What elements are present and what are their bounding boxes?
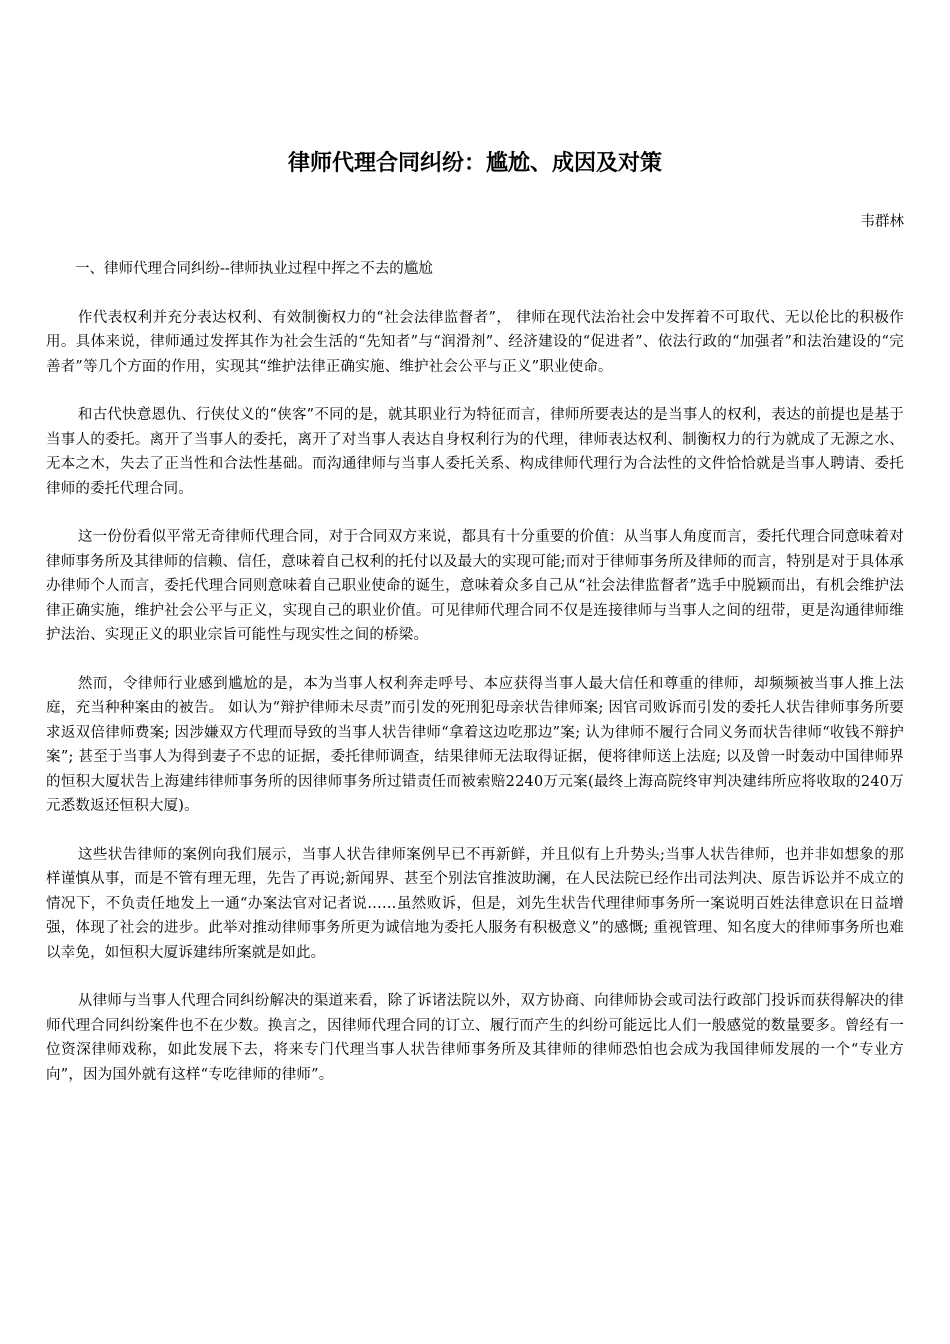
section-heading: 一、律师代理合同纠纷--律师执业过程中挥之不去的尴尬 bbox=[75, 261, 433, 277]
paragraph: 和古代快意恩仇、行侠仗义的“侠客”不同的是，就其职业行为特征而言，律师所要表达的是当事人的权利，表达的前提也是基于当事人的委托。离开了当事人的委托，离开了对当事人表达自身权利行为的代理，律师表达权利、制衡权力的行为就成了无源之水、无本之木，失去了正当性和合法性基础。而沟通律师与当事人委托关系、构成律师代理行为合法性的文件恰恰就是当事人聘请、委托律师的委托代理合同。 bbox=[46, 407, 904, 497]
paragraph: 然而，令律师行业感到尴尬的是，本为当事人权利奔走呼号、本应获得当事人最大信任和尊重的律师，却频频被当事人推上法庭，充当种种案由的被告。 如认为“辩护律师未尽责”而引发的死刑犯母亲状告律师案; 因官司败诉而引发的委托人状告律师事务所要求返双倍律师费案; 因涉嫌双方代理而导致的当事人状告律师“拿着这边吃那边”案; 认为律师不履行合同义务而状告律师“收钱不辩护案”; 甚至于当事人为得到妻子不忠的证据，委托律师调查，结果律师无法取得证据，便将律师送上法庭; 以及曾一时轰动中国律师界的恒积大厦状告上海建纬律师事务所的因律师事务所过错责任而被索赔2240万元案(最终上海高院终审判决建纬所应将收取的240万元悉数返还恒积大厦)。 bbox=[46, 675, 904, 814]
document-title: 律师代理合同纠纷：尴尬、成因及对策 bbox=[287, 151, 662, 176]
author-name: 韦群林 bbox=[860, 214, 904, 230]
paragraph: 这些状告律师的案例向我们展示，当事人状告律师案例早已不再新鲜，并且似有上升势头;当事人状告律师，也并非如想象的那样谨慎从事，而是不管有理无理，先告了再说;新闻界、甚至个别法官推波助澜，在人民法院已经作出司法判决、原告诉讼并不成立的情况下，不负责任地发上一通“办案法官对记者说……虽然败诉，但是，刘先生状告代理律师事务所一案说明百姓法律意识在日益增强，体现了社会的进步。此举对推动律师事务所更为诚信地为委托人服务有积极意义”的感慨; 重视管理、知名度大的律师事务所也难以幸免，如恒积大厦诉建纬所案就是如此。 bbox=[46, 846, 904, 961]
paragraph: 从律师与当事人代理合同纠纷解决的渠道来看，除了诉诸法院以外，双方协商、向律师协会或司法行政部门投诉而获得解决的律师代理合同纠纷案件也不在少数。换言之，因律师代理合同的订立、履行而产生的纠纷可能远比人们一般感觉的数量要多。曾经有一位资深律师戏称，如此发展下去，将来专门代理当事人状告律师事务所及其律师的律师恐怕也会成为我国律师发展的一个“专业方向”，因为国外就有这样“专吃律师的律师”。 bbox=[46, 993, 904, 1083]
document-body bbox=[46, 257, 904, 1111]
paragraph: 作代表权利并充分表达权利、有效制衡权力的“社会法律监督者”， 律师在现代法治社会中发挥着不可取代、无以伦比的积极作用。具体来说，律师通过发挥其作为社会生活的“先知者”与“润滑剂”、经济建设的“促进者”、依法行政的“加强者”和法治建设的“完善者”等几个方面的作用，实现其“维护法律正确实施、维护社会公平与正义”职业使命。 bbox=[46, 309, 904, 375]
paragraph: 这一份份看似平常无奇律师代理合同，对于合同双方来说，都具有十分重要的价值：从当事人角度而言，委托代理合同意味着对律师事务所及其律师的信赖、信任，意味着自己权利的托付以及最大的实现可能;而对于律师事务所及律师的而言，特别是对于具体承办律师个人而言，委托代理合同则意味着自己职业使命的诞生，意味着众多自己从“社会法律监督者”选手中脱颖而出，有机会维护法律正确实施，维护社会公平与正义，实现自己的职业价值。可见律师代理合同不仅是连接律师与当事人之间的纽带，更是沟通律师维护法治、实现正义的职业宗旨可能性与现实性之间的桥梁。 bbox=[46, 529, 904, 643]
